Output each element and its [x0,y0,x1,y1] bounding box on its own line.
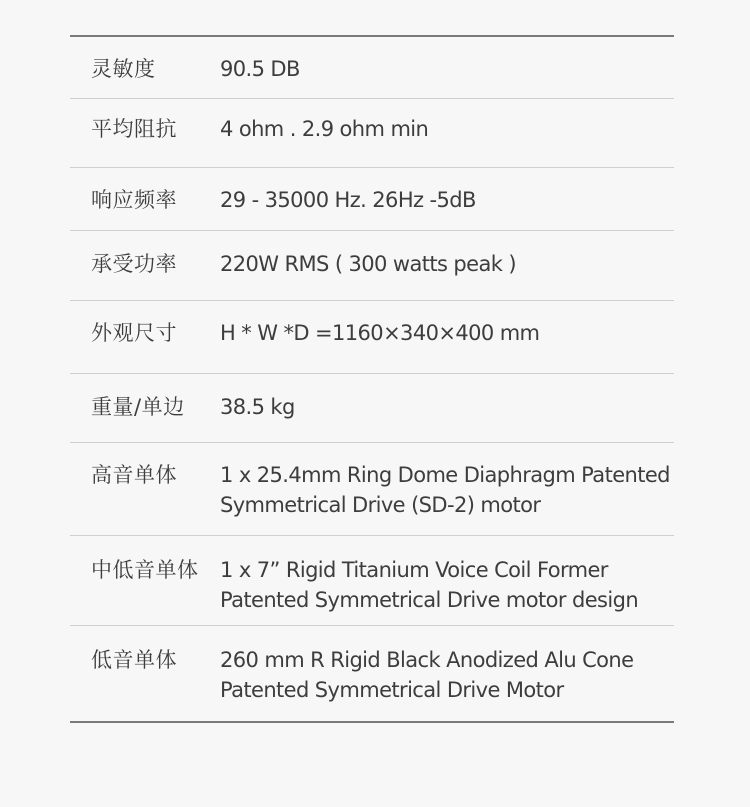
spec-label: 承受功率 [91,252,177,276]
spec-value: 220W RMS ( 300 watts peak ) [220,252,516,276]
spec-label: 平均阻抗 [91,117,177,141]
spec-label: 外观尺寸 [91,321,177,345]
spec-label: 高音单体 [91,463,177,487]
spec-value: H * W *D =1160×340×400 mm [220,321,540,345]
spec-value: 29 - 35000 Hz. 26Hz -5dB [220,188,476,212]
spec-value: 1 x 7” Rigid Titanium Voice Coil Former Patented Symmetrical Drive motor design [220,558,639,612]
spec-row-power-handling [70,231,674,301]
spec-value: 4 ohm . 2.9 ohm min [220,117,429,141]
spec-row-impedance [70,99,674,168]
spec-value: 1 x 25.4mm Ring Dome Diaphragm Patented Symmetrical Drive (SD-2) motor [220,463,670,517]
spec-value: 90.5 DB [220,57,300,81]
spec-label: 低音单体 [91,648,177,672]
spec-table [70,35,674,723]
spec-row-woofer [70,626,674,721]
spec-label: 灵敏度 [91,57,156,81]
spec-value: 38.5 kg [220,395,295,419]
spec-label: 响应频率 [91,188,177,212]
spec-row-midrange [70,536,674,626]
spec-value: 260 mm R Rigid Black Anodized Alu Cone Patented Symmetrical Drive Motor [220,648,634,702]
spec-row-sensitivity [70,37,674,99]
spec-row-weight [70,374,674,443]
spec-label: 中低音单体 [91,558,199,582]
spec-row-dimensions [70,301,674,374]
spec-row-tweeter [70,443,674,536]
spec-label: 重量/单边 [91,395,185,419]
spec-row-frequency-response [70,168,674,231]
